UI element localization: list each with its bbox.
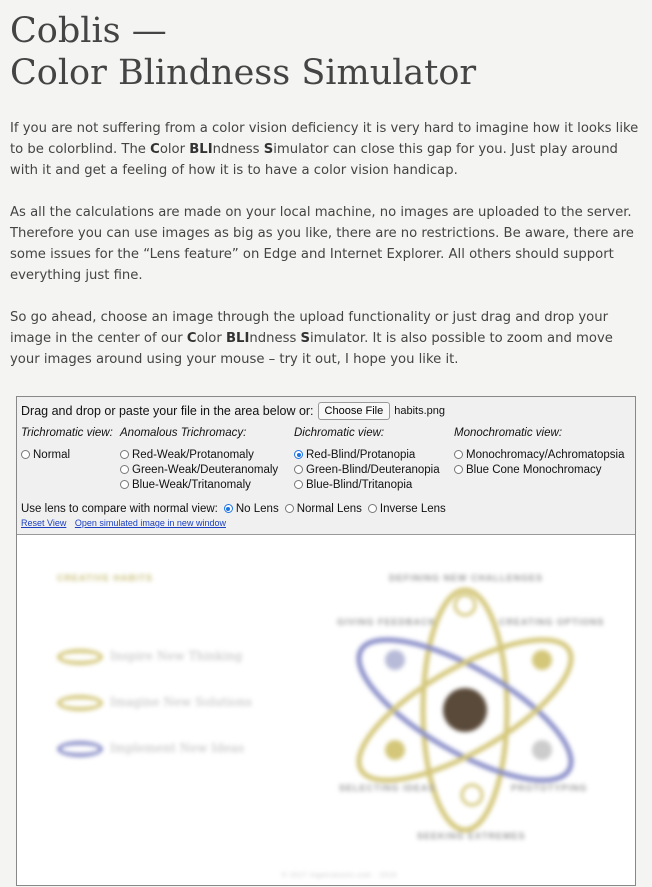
- radio-normal-lens[interactable]: [285, 501, 362, 516]
- radio-button[interactable]: [21, 450, 30, 459]
- links-row: [21, 518, 232, 528]
- radio-protanopia[interactable]: [294, 447, 440, 462]
- radio-no-lens[interactable]: [224, 501, 279, 516]
- radio-label: Normal Lens: [296, 502, 362, 515]
- ring-yellow: [57, 695, 103, 711]
- radio-button[interactable]: [120, 480, 129, 489]
- radio-deuteranomaly[interactable]: [120, 462, 278, 477]
- idea-icon: [385, 740, 405, 760]
- radio-protanomaly[interactable]: [120, 447, 278, 462]
- radio-button[interactable]: [285, 504, 294, 513]
- radio-deuteranopia[interactable]: [294, 462, 440, 477]
- anomalous-group: [120, 427, 278, 492]
- radio-label: Green-Weak/Deuteranomaly: [132, 463, 279, 476]
- lens-label: Use lens to compare with normal view:: [21, 502, 218, 515]
- trichromatic-heading: Trichromatic view:: [21, 427, 113, 439]
- radio-button[interactable]: [120, 465, 129, 474]
- image-footer: © 2017 Ingeniatools.com · 2015: [282, 873, 398, 879]
- orbit-label-extremes: SEEKING EXTREMES: [417, 831, 526, 841]
- orbit-label-selecting: SELECTING IDEAS: [339, 783, 436, 793]
- habit-item-2: Imagine New Solutions: [110, 695, 252, 709]
- open-new-window-link[interactable]: Open simulated image in new window: [74, 518, 226, 528]
- simulator-panel: [16, 396, 636, 886]
- radio-button[interactable]: [120, 450, 129, 459]
- title-line-2: Color Blindness Simulator: [10, 53, 477, 93]
- radio-inverse-lens[interactable]: [368, 501, 446, 516]
- creative-habits-heading: CREATIVE HABITS: [57, 573, 153, 583]
- orbit-label-prototyping: PROTOTYPING: [511, 783, 588, 793]
- radio-button-selected[interactable]: [224, 504, 233, 513]
- radio-normal[interactable]: [21, 447, 113, 462]
- radio-label: Blue-Weak/Tritanomaly: [132, 478, 251, 491]
- trichromatic-group: [21, 427, 113, 462]
- radio-label: Normal: [33, 448, 71, 461]
- radio-button[interactable]: [454, 450, 463, 459]
- prototype-icon: [532, 740, 552, 760]
- radio-label: Green-Blind/Deuteranopia: [306, 463, 440, 476]
- feedback-icon: [385, 650, 405, 670]
- radio-tritanomaly[interactable]: [120, 477, 278, 492]
- title-line-1: Coblis —: [10, 11, 167, 51]
- orbit-label-feedback: GIVING FEEDBACK: [337, 617, 437, 627]
- lens-row: [21, 501, 446, 516]
- habit-item-3: Implement New Ideas: [110, 741, 245, 755]
- radio-label: Inverse Lens: [379, 502, 446, 515]
- ring-blue: [57, 741, 103, 757]
- simulation-canvas[interactable]: [17, 535, 635, 885]
- radio-button[interactable]: [454, 465, 463, 474]
- atom-diagram: [317, 575, 617, 845]
- options-icon: [532, 650, 552, 670]
- orbit-label-options: CREATING OPTIONS: [499, 617, 605, 627]
- radio-button[interactable]: [294, 465, 303, 474]
- anomalous-heading: Anomalous Trichromacy:: [120, 427, 247, 439]
- selected-file-name: habits.png: [394, 405, 445, 417]
- monochromatic-group: [454, 427, 625, 477]
- dichromatic-heading: Dichromatic view:: [294, 427, 385, 439]
- upload-row: [21, 402, 445, 420]
- people-icon: [443, 688, 487, 732]
- ring-yellow: [57, 649, 103, 665]
- dichromatic-group: [294, 427, 440, 492]
- radio-label: Monochromacy/Achromatopsia: [466, 448, 625, 461]
- reset-view-link[interactable]: Reset View: [21, 518, 67, 528]
- radio-blue-cone[interactable]: [454, 462, 625, 477]
- search-icon: [462, 785, 482, 805]
- radio-tritanopia[interactable]: [294, 477, 440, 492]
- radio-label: Blue-Blind/Tritanopia: [306, 478, 413, 491]
- radio-label: Red-Weak/Protanomaly: [132, 448, 254, 461]
- orbit-label-defining: DEFINING NEW CHALLENGES: [389, 573, 544, 583]
- habit-item-1: Inspire New Thinking: [110, 649, 243, 663]
- intro-paragraph-3: So go ahead, choose an image through the upload functionality or just drag and drop your image in the center of our Color BLIndness Simulator. It is also possible to zoom and move your images around using your mouse – try it out, I hope you like it.: [10, 310, 613, 367]
- radio-achromatopsia[interactable]: [454, 447, 625, 462]
- page-title: [10, 10, 476, 94]
- radio-label: Blue Cone Monochromacy: [466, 463, 602, 476]
- intro-paragraph-2: As all the calculations are made on your local machine, no images are uploaded to the server. Therefore you can use images as big as you like, there are no restrictions. Be aware, there are some issues for the “Lens feature” on Edge and Internet Explorer. All others should support everything just fine.: [10, 205, 634, 283]
- radio-button[interactable]: [294, 480, 303, 489]
- magnifier-icon: [455, 595, 475, 615]
- monochromatic-heading: Monochromatic view:: [454, 427, 563, 439]
- radio-label: No Lens: [235, 502, 279, 515]
- radio-button[interactable]: [368, 504, 377, 513]
- radio-label: Red-Blind/Protanopia: [306, 448, 416, 461]
- simulator-controls: [17, 397, 635, 535]
- choose-file-button[interactable]: Choose File: [318, 402, 391, 420]
- intro-paragraph-1: If you are not suffering from a color vision deficiency it is very hard to imagine how it looks like to be colorblind. The Color BLIndness Simulator can close this gap for you. Just play around with it and get a feeling of how it is to have a color vision handicap.: [10, 121, 639, 178]
- upload-instructions: Drag and drop or paste your file in the area below or:: [21, 404, 314, 418]
- radio-button-selected[interactable]: [294, 450, 303, 459]
